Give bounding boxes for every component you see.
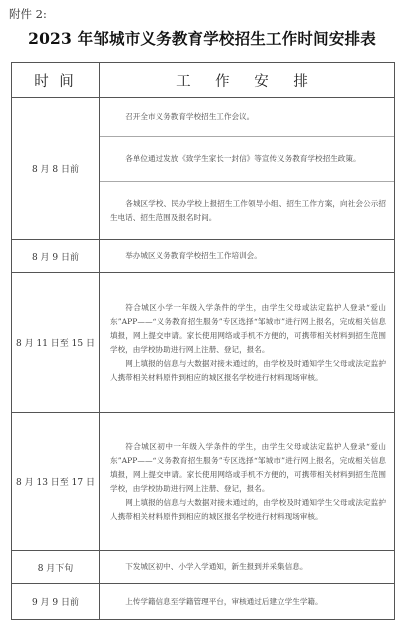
row-tasks bbox=[100, 273, 395, 413]
row-time: 8 月 8 日前 bbox=[12, 98, 100, 240]
table-header-row bbox=[12, 63, 395, 98]
table-row bbox=[12, 240, 395, 273]
row-time: 8 月下旬 bbox=[12, 551, 100, 584]
task-item: 符合城区初中一年级入学条件的学生，由学生父母或法定监护人登录“爱山东”APP——“义务教育招生服务”专区选择“邹城市”进行网上报名，完成相关信息填报，网上提交申请。家长使用网络或手机不方便的，可携带相关材料到招生范围学校，由学校协助进行网上注册、登记，报名。 bbox=[110, 441, 386, 493]
task-item: 网上填报的信息与大数据对接未通过的，由学校及时通知学生父母或法定监护人携带相关材料原件到相应的城区报名学校进行材料现场审核。 bbox=[110, 358, 386, 382]
document-title: 2023 年邹城市义务教育学校招生工作时间安排表 bbox=[28, 29, 376, 48]
task-item: 举办城区义务教育学校招生工作培训会。 bbox=[125, 251, 262, 260]
task-item: 网上填报的信息与大数据对接未通过的，由学校及时通知学生父母或法定监护人携带相关材料原件到相应的城区报名学校进行材料现场审核。 bbox=[110, 497, 386, 521]
table-row bbox=[12, 551, 395, 584]
header-time: 时 间 bbox=[12, 63, 100, 98]
task-item: 各城区学校、民办学校上报招生工作领导小组、招生工作方案，向社会公示招生电话、招生范围及报名时间。 bbox=[110, 198, 386, 222]
header-work-arrangement: 工 作 安 排 bbox=[100, 63, 395, 98]
row-time: 8 月 13 日至 17 日 bbox=[12, 413, 100, 551]
attachment-label: 附件 2: bbox=[9, 7, 47, 21]
row-time: 9 月 9 日前 bbox=[12, 584, 100, 620]
row-time: 8 月 11 日至 15 日 bbox=[12, 273, 100, 413]
table-row bbox=[12, 273, 395, 413]
row-tasks bbox=[100, 240, 395, 273]
task-item: 各单位通过发放《致学生家长一封信》等宣传义务教育学校招生政策。 bbox=[125, 154, 361, 163]
task-item: 上传学籍信息至学籍管理平台，审核通过后建立学生学籍。 bbox=[125, 596, 323, 606]
table-row bbox=[12, 98, 395, 240]
row-time: 8 月 9 日前 bbox=[12, 240, 100, 273]
row-tasks bbox=[100, 98, 395, 240]
row-tasks bbox=[100, 413, 395, 551]
table-row bbox=[12, 413, 395, 551]
row-tasks bbox=[100, 551, 395, 584]
task-item: 下发城区初中、小学入学通知，新生报到并采集信息。 bbox=[125, 562, 308, 571]
schedule-table bbox=[11, 62, 395, 620]
task-item: 符合城区小学一年级入学条件的学生，由学生父母或法定监护人登录“爱山东”APP——“义务教育招生服务”专区选择“邹城市”进行网上报名，完成相关信息填报，网上提交申请。家长使用网络或手机不方便的，可携带相关材料到招生范围学校，由学校协助进行网上注册、登记，报名。 bbox=[110, 302, 386, 354]
task-item: 召开全市义务教育学校招生工作会议。 bbox=[125, 112, 255, 121]
